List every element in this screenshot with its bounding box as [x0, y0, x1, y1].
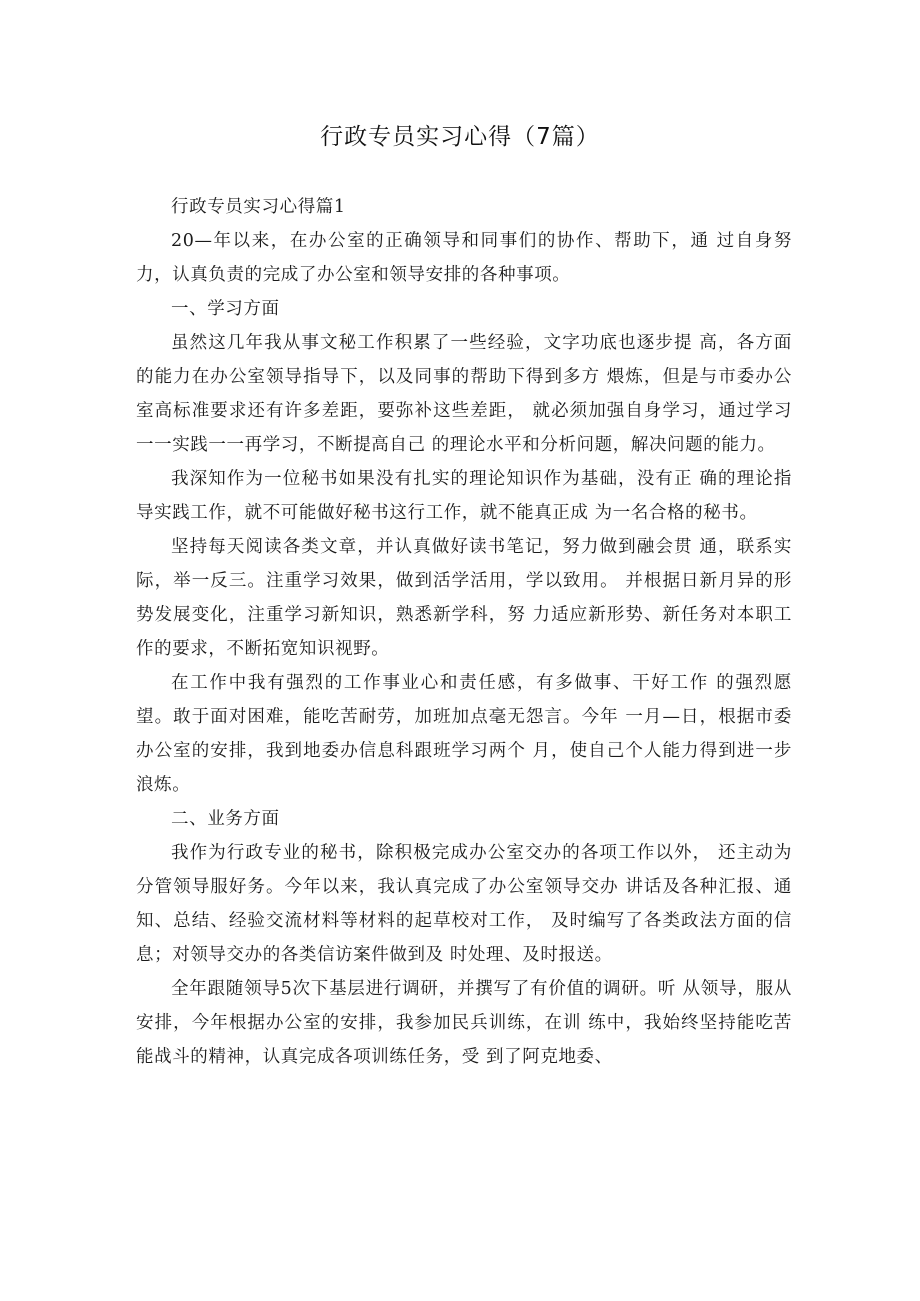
- paragraph: 全年跟随领导5次下基层进行调研，并撰写了有价值的调研。听 从领导，服从安排，今年根据办公室的安排，我参加民兵训练，在训 练中，我始终坚持能吃苦能战斗的精神，认真完成各项训练任务，受 到了阿克地委、: [136, 979, 792, 1067]
- paragraph: 我深知作为一位秘书如果没有扎实的理论知识作为基础，没有正 确的理论指导实践工作，就不可能做好秘书这行工作，就不能真正成 为一名合格的秘书。: [136, 469, 792, 523]
- paragraph: 20—年以来，在办公室的正确领导和同事们的协作、帮助下，通 过自身努力，认真负责的完成了办公室和领导安排的各种事项。: [136, 231, 792, 285]
- document-title: 行政专员实习心得（7篇）: [320, 124, 600, 150]
- paragraph: 我作为行政专业的秘书，除积极完成办公室交办的各项工作以外， 还主动为分管领导服好务。今年以来，我认真完成了办公室领导交办 讲话及各种汇报、通知、总结、经验交流材料等材料的起草校对工作， 及时编写了各类政法方面的信息；对领导交办的各类信访案件做到及 时处理、及时报送。: [136, 843, 792, 965]
- paragraph: 坚持每天阅读各类文章，并认真做好读书笔记，努力做到融会贯 通，联系实际，举一反三。注重学习效果，做到活学活用，学以致用。 并根据日新月异的形势发展变化，注重学习新知识，熟悉新学科，努 力适应新形势、新任务对本职工作的要求，不断拓宽知识视野。: [136, 537, 792, 659]
- paragraph: 在工作中我有强烈的工作事业心和责任感，有多做事、干好工作 的强烈愿望。敢于面对困难，能吃苦耐劳，加班加点毫无怨言。今年 一月—日，根据市委办公室的安排，我到地委办信息科跟班学习两个 月，使自己个人能力得到进一步浪炼。: [136, 673, 792, 795]
- section-subtitle: 行政专员实习心得篇1: [171, 197, 346, 217]
- section-heading: 二、业务方面: [171, 809, 280, 829]
- paragraph: 虽然这几年我从事文秘工作积累了一些经验，文字功底也逐步提 高，各方面的能力在办公室领导指导下，以及同事的帮助下得到多方 煨炼，但是与市委办公室高标准要求还有许多差距，要弥补这些差距， 就必须加强自身学习，通过学习一一实践一一再学习，不断提高自己 的理论水平和分析问题，解决问题的能力。: [136, 333, 792, 455]
- section-heading: 一、学习方面: [171, 299, 280, 319]
- document-body: [136, 190, 792, 1074]
